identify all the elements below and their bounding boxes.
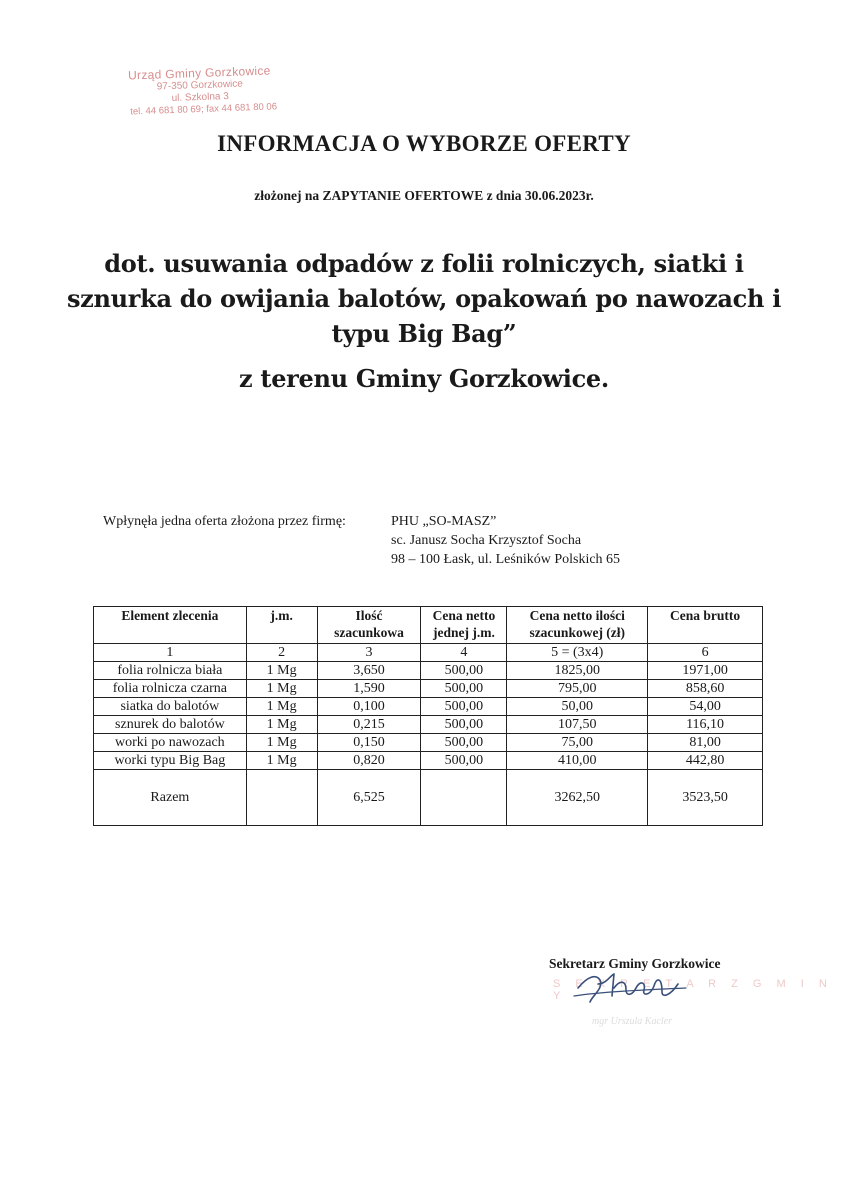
table-cell: 1 Mg bbox=[246, 662, 317, 680]
table-cell: folia rolnicza biała bbox=[94, 662, 247, 680]
table-cell: 500,00 bbox=[421, 698, 507, 716]
table-cell: 3 bbox=[317, 644, 421, 662]
stamp-office: Urząd Gminy Gorzkowice bbox=[127, 63, 271, 83]
document-subtitle: złożonej na ZAPYTANIE OFERTOWE z dnia 30.06.2023r. bbox=[254, 188, 594, 203]
table-row bbox=[94, 752, 763, 770]
table-cell: sznurek do balotów bbox=[94, 716, 247, 734]
table-cell: 75,00 bbox=[507, 734, 648, 752]
document-title: INFORMACJA O WYBORZE OFERTY bbox=[217, 131, 631, 156]
header-unit: j.m. bbox=[246, 607, 317, 644]
offer-lead-text: Wpłynęła jedna oferta złożona przez firmę: bbox=[103, 514, 346, 529]
table-cell: 795,00 bbox=[507, 680, 648, 698]
table-cell: 2 bbox=[246, 644, 317, 662]
total-net: 3262,50 bbox=[507, 770, 648, 826]
table-cell: 500,00 bbox=[421, 752, 507, 770]
handwritten-signature bbox=[570, 966, 690, 1006]
table-cell: 54,00 bbox=[648, 698, 763, 716]
table-cell: worki typu Big Bag bbox=[94, 752, 247, 770]
table-cell: folia rolnicza czarna bbox=[94, 680, 247, 698]
header-element: Element zlecenia bbox=[94, 607, 247, 644]
header-net-total: Cena netto ilości szacunkowej (zł) bbox=[507, 607, 648, 644]
table-index-row bbox=[94, 644, 763, 662]
table-cell: 858,60 bbox=[648, 680, 763, 698]
table-header-row bbox=[94, 607, 763, 644]
stamp-phone: tel. 44 681 80 69; fax 44 681 80 06 bbox=[130, 101, 278, 118]
table-cell: 0,215 bbox=[317, 716, 421, 734]
document-subject: dot. usuwania odpadów z folii rolniczych, siatki i sznurka do owijania balotów, opakowań po nawozach i typu Big Bag” bbox=[66, 249, 782, 348]
offer-firm-name: PHU „SO-MASZ” bbox=[391, 514, 497, 529]
table-cell: worki po nawozach bbox=[94, 734, 247, 752]
table-row bbox=[94, 698, 763, 716]
table-cell: siatka do balotów bbox=[94, 698, 247, 716]
table-total-row bbox=[94, 770, 763, 826]
table-cell: 5 = (3x4) bbox=[507, 644, 648, 662]
offer-firm-address: 98 – 100 Łask, ul. Leśników Polskich 65 bbox=[391, 552, 621, 567]
signature-stamp-faint: S E K R E T A R Z G M I N Y bbox=[553, 978, 833, 1002]
table-cell: 116,10 bbox=[648, 716, 763, 734]
table-cell: 500,00 bbox=[421, 680, 507, 698]
table-cell: 0,150 bbox=[317, 734, 421, 752]
total-quantity: 6,525 bbox=[317, 770, 421, 826]
table-cell: 4 bbox=[421, 644, 507, 662]
table-cell: 500,00 bbox=[421, 716, 507, 734]
stamp-postal: 97-350 Gorzkowice bbox=[156, 78, 244, 93]
table-cell: 1971,00 bbox=[648, 662, 763, 680]
header-gross: Cena brutto bbox=[648, 607, 763, 644]
table-cell: 81,00 bbox=[648, 734, 763, 752]
table-row bbox=[94, 680, 763, 698]
table-cell bbox=[246, 770, 317, 826]
document-location: z terenu Gminy Gorzkowice. bbox=[239, 364, 609, 393]
stamp-street: ul. Szkolna 3 bbox=[171, 91, 230, 104]
table-cell: 0,100 bbox=[317, 698, 421, 716]
table-cell: 50,00 bbox=[507, 698, 648, 716]
signature-title: Sekretarz Gminy Gorzkowice bbox=[549, 956, 721, 971]
table-cell bbox=[421, 770, 507, 826]
table-cell: 500,00 bbox=[421, 734, 507, 752]
offer-table bbox=[93, 606, 763, 826]
table-cell: 1 Mg bbox=[246, 698, 317, 716]
table-row bbox=[94, 662, 763, 680]
table-cell: 3,650 bbox=[317, 662, 421, 680]
table-cell: 500,00 bbox=[421, 662, 507, 680]
table-cell: 1,590 bbox=[317, 680, 421, 698]
table-cell: 0,820 bbox=[317, 752, 421, 770]
header-unit-price: Cena netto jednej j.m. bbox=[421, 607, 507, 644]
table-cell: 410,00 bbox=[507, 752, 648, 770]
total-gross: 3523,50 bbox=[648, 770, 763, 826]
table-cell: 442,80 bbox=[648, 752, 763, 770]
header-quantity: Ilość szacunkowa bbox=[317, 607, 421, 644]
table-cell: 1 Mg bbox=[246, 752, 317, 770]
table-cell: 6 bbox=[648, 644, 763, 662]
table-cell: 1 bbox=[94, 644, 247, 662]
office-stamp bbox=[99, 63, 301, 120]
signature-name-faint: mgr Urszula Kacler bbox=[592, 1016, 673, 1027]
offer-firm-owners: sc. Janusz Socha Krzysztof Socha bbox=[391, 533, 582, 548]
table-row bbox=[94, 716, 763, 734]
table-cell: 1 Mg bbox=[246, 680, 317, 698]
table-cell: 1 Mg bbox=[246, 734, 317, 752]
table-cell: 107,50 bbox=[507, 716, 648, 734]
table-cell: 1 Mg bbox=[246, 716, 317, 734]
table-row bbox=[94, 734, 763, 752]
table-cell: 1825,00 bbox=[507, 662, 648, 680]
total-label: Razem bbox=[94, 770, 247, 826]
